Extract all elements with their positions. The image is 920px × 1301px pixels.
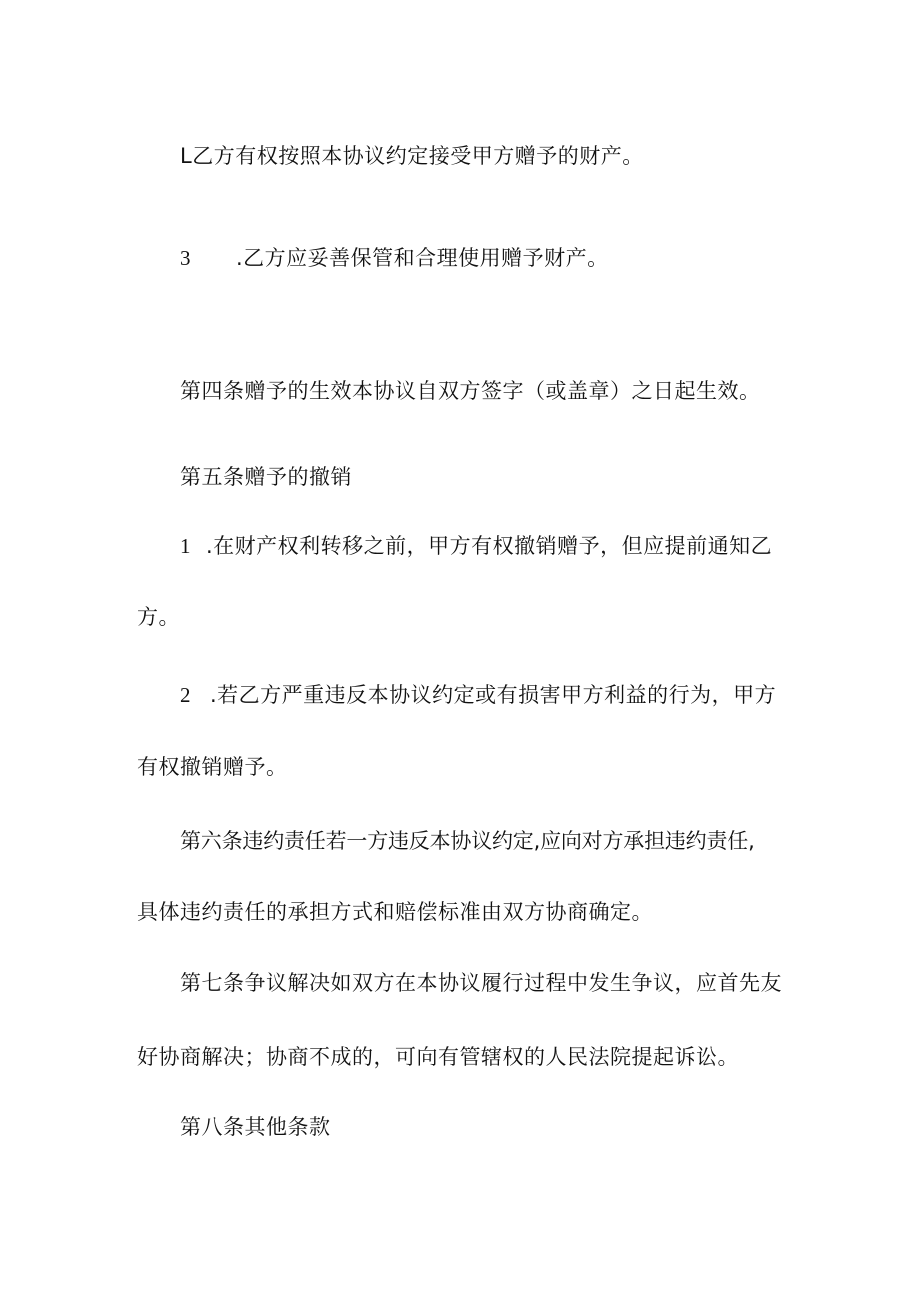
article-5-item-1-number: 1 <box>180 534 191 558</box>
article-6-cont-text: 具体违约责任的承担方式和赔偿标准由双方协商确定。 <box>137 900 653 924</box>
article-6-paragraph <box>180 826 755 856</box>
article-5-heading <box>180 462 352 492</box>
article-7-text: 第七条争议解决如双方在本协议履行过程中发生争议，应首先友 <box>180 971 782 995</box>
article-5-item-2-number: 2 <box>180 683 191 707</box>
article-5-item-1 <box>180 531 772 561</box>
article-4-text: 第四条赠予的生效本协议自双方签字（或盖章）之日起生效。 <box>180 379 761 403</box>
article-7-continuation <box>137 1042 739 1072</box>
clause-item-3-number: 3 <box>180 246 191 270</box>
article-7-cont-text: 好协商解决；协商不成的，可向有管辖权的人民法院提起诉讼。 <box>137 1045 739 1069</box>
article-6-continuation <box>137 897 653 927</box>
clause-item-l1 <box>180 141 644 171</box>
article-8-title: 第八条其他条款 <box>180 1115 331 1139</box>
article-5-title: 第五条赠予的撤销 <box>180 465 352 489</box>
article-5-item-2-continuation <box>137 752 288 782</box>
article-6-text: 第六条违约责任若一方违反本协议约定,应向对方承担违约责任, <box>180 829 755 853</box>
article-5-item-2-cont-text: 有权撤销赠予。 <box>137 755 288 779</box>
article-4-paragraph <box>180 376 761 406</box>
article-5-item-1-cont-text: 方。 <box>137 605 180 629</box>
article-8-heading <box>180 1112 331 1142</box>
clause-item-l1-text: L乙方有权按照本协议约定接受甲方赠予的财产。 <box>180 144 644 168</box>
article-5-item-2-text: .若乙方严重违反本协议约定或有损害甲方利益的行为，甲方 <box>210 683 777 707</box>
article-7-paragraph <box>180 968 782 998</box>
article-5-item-1-continuation <box>137 602 180 632</box>
article-5-item-2 <box>180 680 776 710</box>
clause-item-3-text: .乙方应妥善保管和合理使用赠予财产。 <box>236 246 609 270</box>
clause-item-3 <box>180 243 609 273</box>
article-5-item-1-text: .在财产权利转移之前，甲方有权撤销赠予，但应提前通知乙 <box>206 534 773 558</box>
